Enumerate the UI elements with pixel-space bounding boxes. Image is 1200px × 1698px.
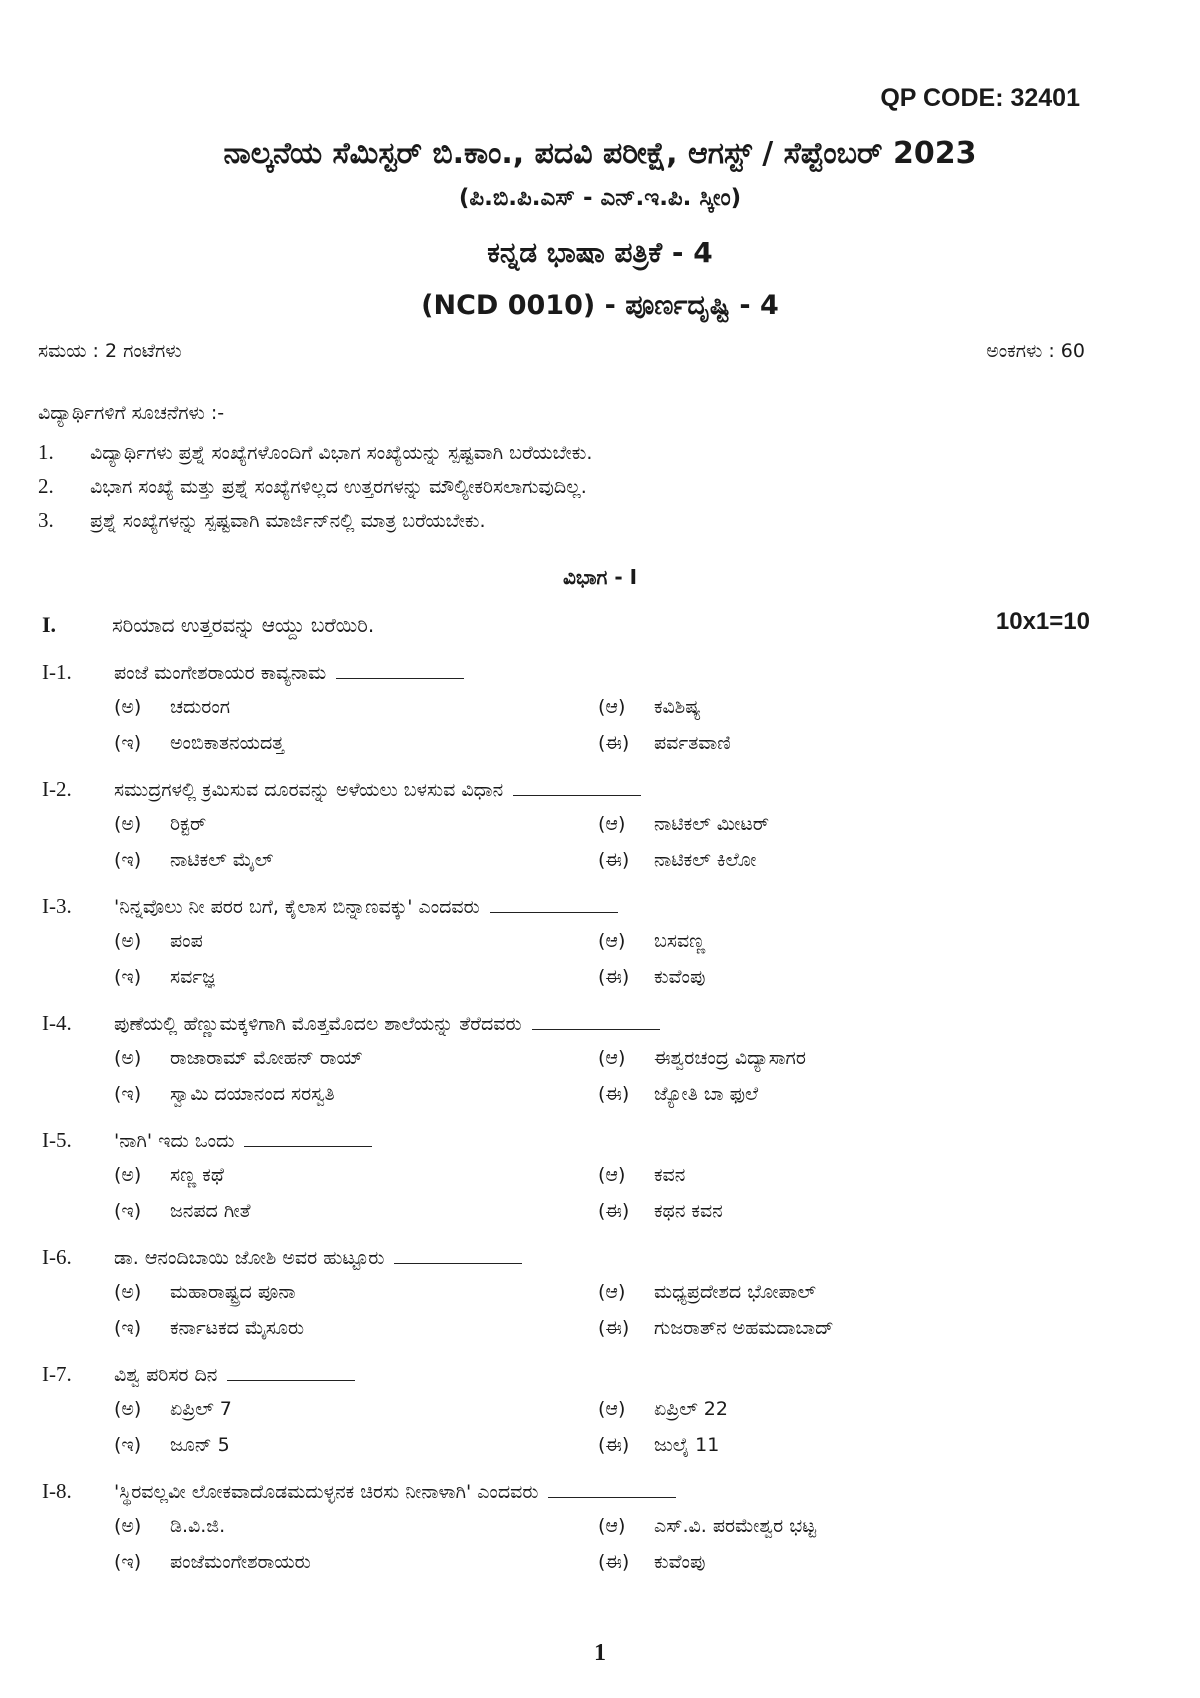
question-number: I-7. bbox=[42, 1362, 72, 1386]
option: (ಈ) ಜುಲೈ 11 bbox=[598, 1434, 720, 1456]
question-item bbox=[42, 1006, 1122, 1112]
question-group-number: I. bbox=[42, 612, 57, 637]
instruction-number: 2. bbox=[38, 474, 54, 498]
option: (ಈ) ಕಥನ ಕವನ bbox=[598, 1200, 723, 1222]
exam-title: ನಾಲ್ಕನೆಯ ಸೆಮಿಸ್ಟರ್ ಬಿ.ಕಾಂ., ಪದವಿ ಪರೀಕ್ಷೆ, ಆಗಸ್ಟ್ / ಸೆಪ್ಟೆಂಬರ್ 2023 bbox=[223, 136, 977, 171]
option: (ಆ) ಈಶ್ವರಚಂದ್ರ ವಿದ್ಯಾಸಾಗರ bbox=[598, 1047, 806, 1069]
answer-blank bbox=[394, 1245, 522, 1264]
option: (ಇ) ಜೂನ್ 5 bbox=[114, 1434, 230, 1456]
instruction-number: 1. bbox=[38, 440, 54, 464]
option: (ಅ) ಡಿ.ವಿ.ಜಿ. bbox=[114, 1515, 226, 1537]
question-text: ಪಂಜೆ ಮಂಗೇಶರಾಯರ ಕಾವ್ಯನಾಮ bbox=[114, 662, 327, 684]
option: (ಆ) ಬಸವಣ್ಣ bbox=[598, 930, 706, 952]
option: (ಆ) ಎಸ್.ವಿ. ಪರಮೇಶ್ವರ ಭಟ್ಟ bbox=[598, 1515, 817, 1537]
option: (ಆ) ಏಪ್ರಿಲ್ 22 bbox=[598, 1398, 728, 1420]
option: (ಈ) ನಾಟಿಕಲ್ ಕಿಲೋ bbox=[598, 849, 757, 871]
question-item bbox=[42, 772, 1122, 878]
instruction-item bbox=[38, 440, 592, 465]
question-item bbox=[42, 889, 1122, 995]
option: (ಈ) ಪರ್ವತವಾಣಿ bbox=[598, 732, 731, 754]
question-number: I-4. bbox=[42, 1011, 72, 1035]
question-text: 'ನಿನ್ನವೊಲು ನೀ ಪರರ ಬಗೆ, ಕೈಲಾಸ ಬಿನ್ನಾಣವಕ್ಕು' ಎಂದವರು bbox=[114, 896, 480, 918]
instruction-text: ಪ್ರಶ್ನೆ ಸಂಖ್ಯೆಗಳನ್ನು ಸ್ಪಷ್ಟವಾಗಿ ಮಾರ್ಜಿನ್‌ನಲ್ಲಿ ಮಾತ್ರ ಬರೆಯಬೇಕು. bbox=[90, 510, 486, 532]
answer-blank bbox=[532, 1011, 660, 1030]
question-number: I-3. bbox=[42, 894, 72, 918]
exam-scheme: (ಪಿ.ಬಿ.ಪಿ.ಎಸ್ - ಎನ್.ಇ.ಪಿ. ಸ್ಕೀಂ) bbox=[458, 185, 742, 211]
question-item bbox=[42, 655, 1122, 761]
question-number: I-1. bbox=[42, 660, 72, 684]
option: (ಅ) ಮಹಾರಾಷ್ಟ್ರದ ಪೂನಾ bbox=[114, 1281, 296, 1303]
question-group-text: ಸರಿಯಾದ ಉತ್ತರವನ್ನು ಆಯ್ದು ಬರೆಯಿರಿ. bbox=[112, 613, 375, 637]
question-text: 'ನಾಗಿ' ಇದು ಒಂದು bbox=[114, 1130, 235, 1152]
paper-title: ಕನ್ನಡ ಭಾಷಾ ಪತ್ರಿಕೆ - 4 bbox=[487, 236, 713, 269]
option: (ಅ) ಚದುರಂಗ bbox=[114, 696, 231, 718]
question-text: ಸಮುದ್ರಗಳಲ್ಲಿ ಕ್ರಮಿಸುವ ದೂರವನ್ನು ಅಳೆಯಲು ಬಳಸುವ ವಿಧಾನ bbox=[114, 779, 504, 801]
question-group-heading bbox=[42, 612, 374, 638]
option: (ಇ) ಸ್ವಾಮಿ ದಯಾನಂದ ಸರಸ್ವತಿ bbox=[114, 1083, 335, 1105]
option: (ಈ) ಕುವೆಂಪು bbox=[598, 1551, 706, 1573]
answer-blank bbox=[548, 1479, 676, 1498]
answer-blank bbox=[336, 660, 464, 679]
option: (ಅ) ರಿಕ್ಟರ್ bbox=[114, 813, 207, 835]
answer-blank bbox=[227, 1362, 355, 1381]
question-number: I-6. bbox=[42, 1245, 72, 1269]
option: (ಆ) ನಾಟಿಕಲ್ ಮೀಟರ್ bbox=[598, 813, 769, 835]
question-item bbox=[42, 1240, 1122, 1346]
exam-duration: ಸಮಯ : 2 ಗಂಟೆಗಳು bbox=[38, 340, 182, 362]
option: (ಇ) ಜನಪದ ಗೀತೆ bbox=[114, 1200, 251, 1222]
option: (ಆ) ಮಧ್ಯಪ್ರದೇಶದ ಭೋಪಾಲ್ bbox=[598, 1281, 816, 1303]
option: (ಈ) ಕುವೆಂಪು bbox=[598, 966, 706, 988]
option: (ಇ) ಪಂಜೆಮಂಗೇಶರಾಯರು bbox=[114, 1551, 311, 1573]
option: (ಆ) ಕವನ bbox=[598, 1164, 686, 1186]
option: (ಇ) ಅಂಬಿಕಾತನಯದತ್ತ bbox=[114, 732, 284, 754]
question-text: ಪುಣೆಯಲ್ಲಿ ಹೆಣ್ಣುಮಕ್ಕಳಿಗಾಗಿ ಮೊತ್ತಮೊದಲ ಶಾಲೆಯನ್ನು ತೆರೆದವರು bbox=[114, 1013, 522, 1035]
question-number: I-2. bbox=[42, 777, 72, 801]
option: (ಅ) ಸಣ್ಣ ಕಥೆ bbox=[114, 1164, 224, 1186]
answer-blank bbox=[490, 894, 618, 913]
question-item bbox=[42, 1123, 1122, 1229]
question-text: 'ಸ್ಥಿರವಲ್ಲವೀ ಲೋಕವಾದೊಡಮದುಳ್ಳನಕ ಚಿರಸು ನೀನಾಳಾಗಿ' ಎಂದವರು bbox=[114, 1481, 539, 1503]
instruction-item bbox=[38, 474, 587, 499]
option: (ಆ) ಕವಿಶಿಷ್ಯ bbox=[598, 696, 701, 718]
answer-blank bbox=[513, 777, 641, 796]
option: (ಇ) ನಾಟಿಕಲ್ ಮೈಲ್ bbox=[114, 849, 274, 871]
instruction-number: 3. bbox=[38, 508, 54, 532]
page-number: 1 bbox=[594, 1640, 606, 1666]
option: (ಇ) ಸರ್ವಜ್ಞ bbox=[114, 966, 215, 988]
qp-code: QP CODE: 32401 bbox=[880, 84, 1080, 112]
option: (ಅ) ಪಂಪ bbox=[114, 930, 203, 952]
question-number: I-8. bbox=[42, 1479, 72, 1503]
answer-blank bbox=[244, 1128, 372, 1147]
instruction-text: ವಿಭಾಗ ಸಂಖ್ಯೆ ಮತ್ತು ಪ್ರಶ್ನೆ ಸಂಖ್ಯೆಗಳಿಲ್ಲದ ಉತ್ತರಗಳನ್ನು ಮೌಲ್ಯೀಕರಿಸಲಾಗುವುದಿಲ್ಲ. bbox=[90, 476, 587, 498]
option: (ಅ) ರಾಜಾರಾಮ್ ಮೋಹನ್ ರಾಯ್ bbox=[114, 1047, 363, 1069]
question-text: ವಿಶ್ವ ಪರಿಸರ ದಿನ bbox=[114, 1364, 218, 1386]
option: (ಈ) ಜ್ಯೋತಿ ಬಾ ಫುಲೆ bbox=[598, 1083, 759, 1105]
question-item bbox=[42, 1357, 1122, 1463]
question-item bbox=[42, 1474, 1122, 1580]
section-title: ವಿಭಾಗ - I bbox=[562, 565, 638, 589]
instructions-title: ವಿದ್ಯಾರ್ಥಿಗಳಿಗೆ ಸೂಚನೆಗಳು :- bbox=[38, 402, 225, 424]
option: (ಅ) ಏಪ್ರಿಲ್ 7 bbox=[114, 1398, 232, 1420]
instruction-item bbox=[38, 508, 486, 533]
option: (ಈ) ಗುಜರಾತ್‌ನ ಅಹಮದಾಬಾದ್ bbox=[598, 1317, 834, 1339]
question-text: ಡಾ. ಆನಂದಿಬಾಯಿ ಜೋಶಿ ಅವರ ಹುಟ್ಟೂರು bbox=[114, 1247, 385, 1269]
question-number: I-5. bbox=[42, 1128, 72, 1152]
instruction-text: ವಿದ್ಯಾರ್ಥಿಗಳು ಪ್ರಶ್ನೆ ಸಂಖ್ಯೆಗಳೊಂದಿಗೆ ವಿಭಾಗ ಸಂಖ್ಯೆಯನ್ನು ಸ್ಪಷ್ಟವಾಗಿ ಬರೆಯಬೇಕು. bbox=[90, 442, 593, 464]
paper-code: (NCD 0010) - ಪೂರ್ಣದೃಷ್ಟಿ - 4 bbox=[421, 290, 779, 321]
option: (ಇ) ಕರ್ನಾಟಕದ ಮೈಸೂರು bbox=[114, 1317, 305, 1339]
question-group-marks: 10x1=10 bbox=[995, 608, 1090, 635]
max-marks: ಅಂಕಗಳು : 60 bbox=[986, 340, 1085, 362]
